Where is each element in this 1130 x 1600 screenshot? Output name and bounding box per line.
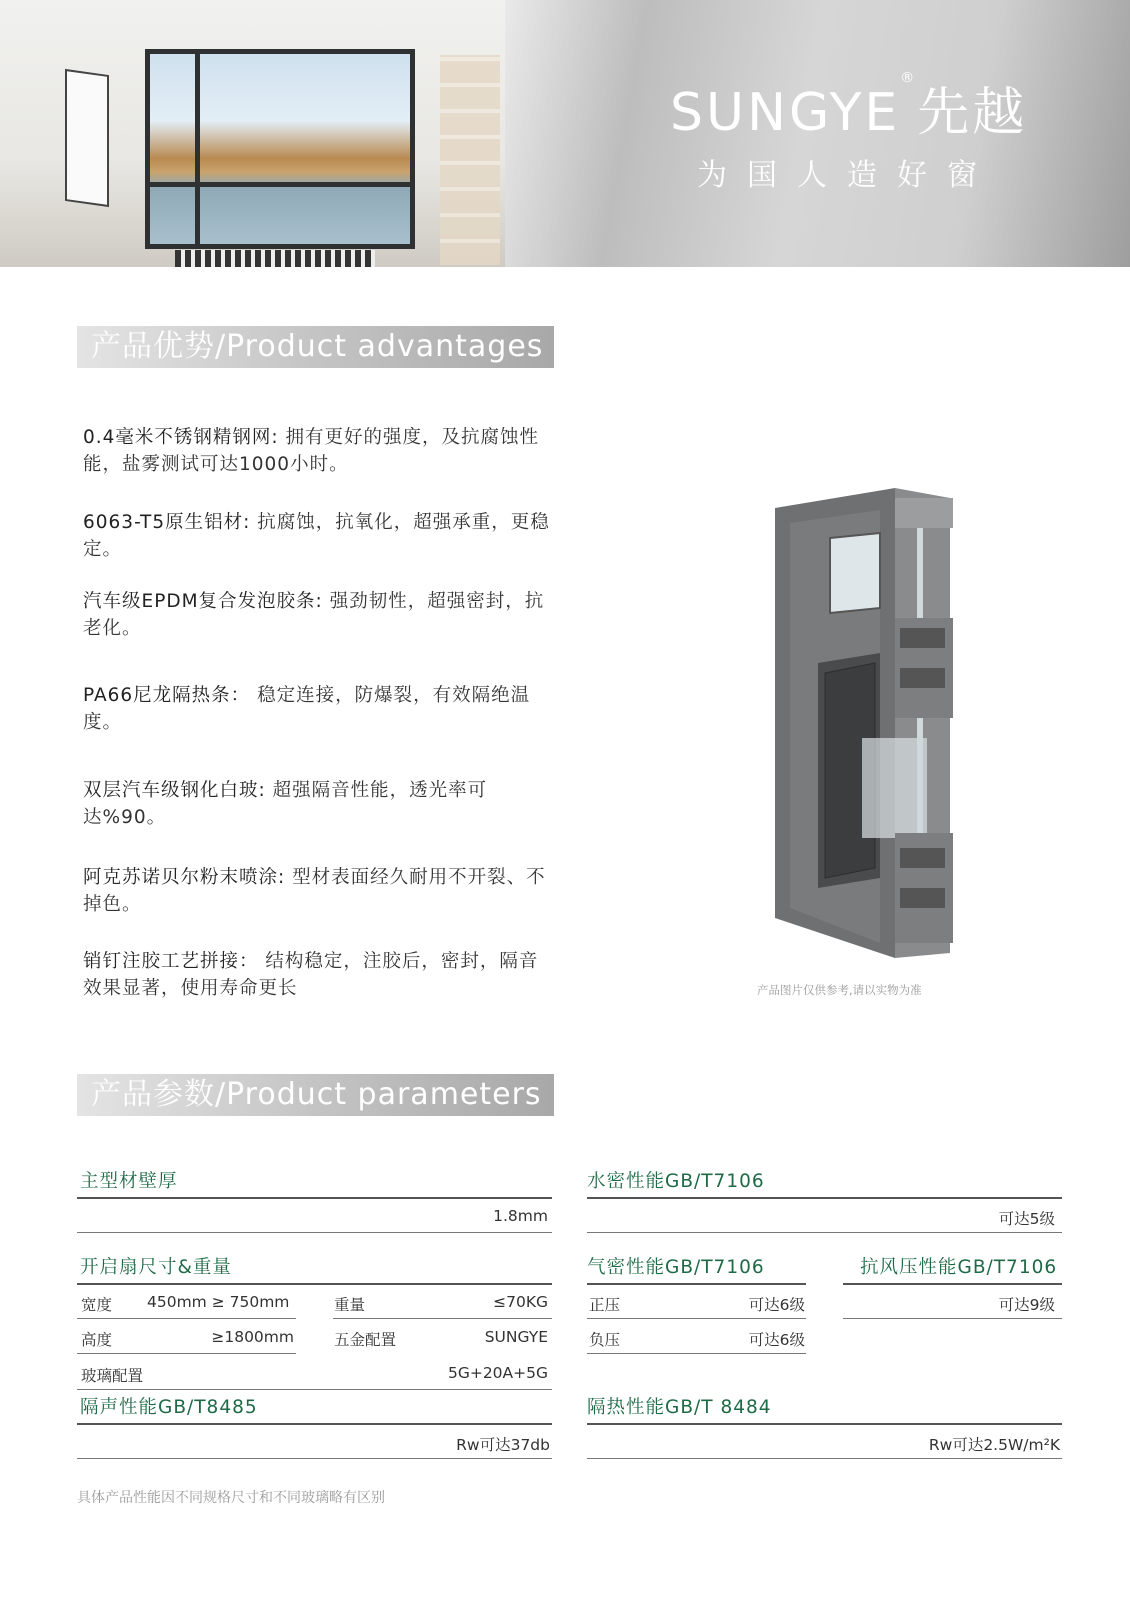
hero-banner bbox=[0, 0, 1130, 267]
advantage-item: 汽车级EPDM复合发泡胶条: 强劲韧性，超强密封，抗老化。 bbox=[83, 591, 545, 639]
hardware-value: SUNGYE bbox=[484, 1328, 548, 1346]
weight-label: 重量 bbox=[334, 1296, 366, 1314]
divider bbox=[587, 1458, 1062, 1459]
divider bbox=[77, 1283, 552, 1285]
image-caption: 产品图片仅供参考,请以实物为准 bbox=[757, 983, 922, 997]
divider bbox=[333, 1318, 552, 1319]
sash-title: 开启扇尺寸&重量 bbox=[80, 1257, 232, 1278]
advantage-item: 销钉注胶工艺拼接： 结构稳定，注胶后，密封，隔音效果显著，使用寿命更长 bbox=[83, 951, 539, 999]
divider bbox=[587, 1283, 806, 1285]
advantage-item: 双层汽车级钢化白玻: 超强隔音性能，透光率可达%90。 bbox=[83, 780, 488, 828]
brand-logo: SUNGYE®先越 bbox=[670, 70, 1028, 143]
rug bbox=[175, 250, 375, 267]
divider bbox=[77, 1232, 552, 1233]
wall-thickness-title: 主型材壁厚 bbox=[80, 1171, 178, 1192]
wall-picture bbox=[65, 69, 109, 207]
divider bbox=[843, 1283, 1062, 1285]
sound-insulation-value: Rw可达37db bbox=[456, 1436, 550, 1454]
thermal-insulation-value: Rw可达2.5W/m²K bbox=[928, 1436, 1060, 1454]
positive-pressure-value: 可达6级 bbox=[748, 1296, 805, 1314]
window-profile-image bbox=[770, 488, 955, 958]
height-value: ≥1800mm bbox=[211, 1328, 294, 1346]
advantages-heading: 产品优势/Product advantages bbox=[77, 326, 554, 368]
advantage-item: 阿克苏诺贝尔粉末喷涂: 型材表面经久耐用不开裂、不掉色。 bbox=[83, 867, 546, 915]
wall-thickness-value: 1.8mm bbox=[493, 1207, 548, 1225]
window-photo bbox=[145, 49, 415, 249]
wind-pressure-title: 抗风压性能GB/T7106 bbox=[860, 1257, 1058, 1278]
divider bbox=[587, 1197, 1062, 1199]
air-tightness-title: 气密性能GB/T7106 bbox=[587, 1257, 765, 1278]
divider bbox=[77, 1423, 552, 1425]
thermal-insulation-title: 隔热性能GB/T 8484 bbox=[587, 1397, 772, 1418]
advantage-item: 6063-T5原生铝材: 抗腐蚀，抗氧化，超强承重，更稳定。 bbox=[83, 512, 550, 560]
divider bbox=[587, 1423, 1062, 1425]
weight-value: ≤70KG bbox=[493, 1293, 548, 1311]
divider bbox=[587, 1318, 806, 1319]
sound-insulation-title: 隔声性能GB/T8485 bbox=[80, 1397, 258, 1418]
divider bbox=[77, 1197, 552, 1199]
advantage-item: PA66尼龙隔热条： 稳定连接，防爆裂，有效隔绝温度。 bbox=[83, 685, 531, 733]
wind-pressure-value: 可达9级 bbox=[998, 1296, 1055, 1314]
divider bbox=[77, 1389, 552, 1390]
divider bbox=[77, 1353, 296, 1354]
advantage-item: 0.4毫米不锈钢精钢网: 拥有更好的强度，及抗腐蚀性能，盐雾测试可达1000小时。 bbox=[83, 427, 540, 475]
divider bbox=[587, 1232, 1062, 1233]
water-tightness-title: 水密性能GB/T7106 bbox=[587, 1171, 765, 1192]
width-value: 450mm ≥ 750mm bbox=[147, 1293, 290, 1311]
divider bbox=[77, 1458, 552, 1459]
footnote: 具体产品性能因不同规格尺寸和不同玻璃略有区别 bbox=[77, 1490, 385, 1506]
water-tightness-value: 可达5级 bbox=[998, 1210, 1055, 1228]
glass-label: 玻璃配置 bbox=[81, 1367, 144, 1385]
room-photo bbox=[0, 0, 505, 267]
hexagon-wall-decor bbox=[440, 55, 500, 265]
divider bbox=[843, 1318, 1062, 1319]
negative-pressure-label: 负压 bbox=[589, 1331, 621, 1349]
negative-pressure-value: 可达6级 bbox=[748, 1331, 805, 1349]
divider bbox=[77, 1318, 296, 1319]
positive-pressure-label: 正压 bbox=[589, 1296, 621, 1314]
parameters-heading: 产品参数/Product parameters bbox=[77, 1074, 554, 1116]
glass-value: 5G+20A+5G bbox=[447, 1364, 548, 1382]
height-label: 高度 bbox=[81, 1331, 113, 1349]
width-label: 宽度 bbox=[81, 1296, 113, 1314]
brand-slogan: 为国人造好窗 bbox=[697, 158, 997, 193]
divider bbox=[587, 1353, 806, 1354]
hardware-label: 五金配置 bbox=[334, 1331, 397, 1349]
